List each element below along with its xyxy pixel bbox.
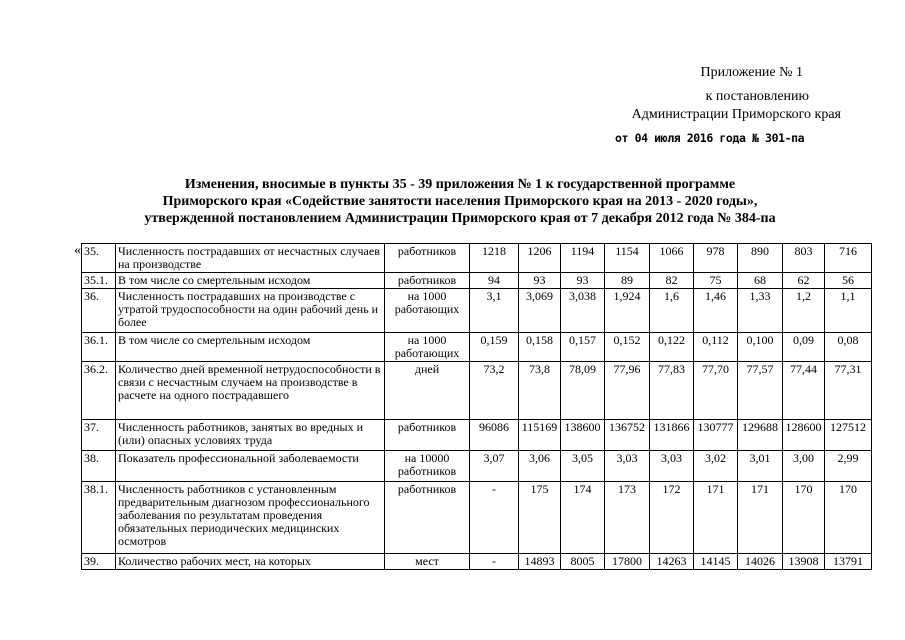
indicator-value: 78,09 [561,362,605,420]
indicator-value: 3,03 [650,451,694,482]
document-heading-line-3: утвержденной постановлением Администрации Приморского края от 7 декабря 2012 года № 384-па [144,211,776,226]
indicator-value: 1218 [470,244,519,273]
indicator-value: 175 [519,482,561,554]
indicator-value: 173 [605,482,650,554]
row-number: 35. [82,244,116,273]
indicator-name: Количество дней временной нетрудоспособности в связи с несчастным случаем на производстве в расчете на одного пострадавшего [116,362,385,420]
indicator-unit: мест [385,554,470,570]
indicator-value: 14263 [650,554,694,570]
indicator-value: 2,99 [825,451,872,482]
indicator-value: 3,06 [519,451,561,482]
indicator-value: 77,57 [738,362,783,420]
indicators-table-body [82,244,872,570]
indicator-value: 0,122 [650,333,694,362]
indicator-value: 803 [783,244,825,273]
indicator-value: 14893 [519,554,561,570]
indicator-value: 172 [650,482,694,554]
indicator-value: 0,112 [694,333,738,362]
indicator-value: 1,46 [694,289,738,333]
row-number: 36.1. [82,333,116,362]
indicators-table [81,243,872,570]
indicator-value: 77,96 [605,362,650,420]
indicator-unit: на 10000 работников [385,451,470,482]
table-row [82,482,872,554]
row-number: 36. [82,289,116,333]
indicator-value: - [470,482,519,554]
indicator-unit: работников [385,244,470,273]
indicator-name: Численность работников, занятых во вредных и (или) опасных условиях труда [116,420,385,451]
indicator-value: 115169 [519,420,561,451]
indicator-value: 0,100 [738,333,783,362]
indicator-value: 3,07 [470,451,519,482]
indicator-name: Численность работников с установленным предварительным диагнозом профессионального заболевания по результатам проведения обязательных периодических медицинских осмотров [116,482,385,554]
row-number: 38.1. [82,482,116,554]
indicator-value: 127512 [825,420,872,451]
indicator-value: 96086 [470,420,519,451]
indicator-value: 94 [470,273,519,289]
indicator-unit: дней [385,362,470,420]
decree-reference: от 04 июля 2016 года № 301-па [615,131,805,145]
indicator-value: 3,01 [738,451,783,482]
indicator-value: 14145 [694,554,738,570]
indicator-unit: на 1000 работающих [385,289,470,333]
indicator-value: 716 [825,244,872,273]
appendix-line-2: Администрации Приморского края [631,107,841,122]
indicator-name: В том числе со смертельным исходом [116,273,385,289]
indicator-value: 3,03 [605,451,650,482]
indicator-value: 171 [738,482,783,554]
indicator-name: В том числе со смертельным исходом [116,333,385,362]
appendix-title: Приложение № 1 [700,65,803,80]
indicator-value: 0,09 [783,333,825,362]
table-row [82,451,872,482]
indicator-value: 1,1 [825,289,872,333]
table-row [82,554,872,570]
indicator-value: 978 [694,244,738,273]
indicator-value: 0,158 [519,333,561,362]
indicator-value: 136752 [605,420,650,451]
indicator-unit: работников [385,482,470,554]
indicator-value: 170 [825,482,872,554]
indicator-value: 77,44 [783,362,825,420]
table-row [82,244,872,273]
indicator-value: 89 [605,273,650,289]
table-row [82,333,872,362]
indicator-value: 68 [738,273,783,289]
indicator-value: 13791 [825,554,872,570]
indicator-value: 3,05 [561,451,605,482]
indicator-value: 73,8 [519,362,561,420]
indicator-value: 8005 [561,554,605,570]
indicator-name: Показатель профессиональной заболеваемости [116,451,385,482]
appendix-line-1: к постановлению [705,89,809,104]
indicator-value: 1154 [605,244,650,273]
row-number: 38. [82,451,116,482]
indicator-value: 130777 [694,420,738,451]
indicator-value: 77,31 [825,362,872,420]
row-number: 39. [82,554,116,570]
indicator-value: 174 [561,482,605,554]
indicator-value: 13908 [783,554,825,570]
indicator-value: 3,1 [470,289,519,333]
indicator-value: 93 [561,273,605,289]
indicator-value: 73,2 [470,362,519,420]
indicator-value: 131866 [650,420,694,451]
indicator-value: 77,83 [650,362,694,420]
indicator-value: 138600 [561,420,605,451]
indicator-value: 0,157 [561,333,605,362]
indicator-value: 75 [694,273,738,289]
indicator-name: Количество рабочих мест, на которых [116,554,385,570]
indicator-value: 56 [825,273,872,289]
indicator-value: 62 [783,273,825,289]
indicator-name: Численность пострадавших на производстве с утратой трудоспособности на один рабочий день и более [116,289,385,333]
indicator-value: 3,038 [561,289,605,333]
indicator-value: 0,152 [605,333,650,362]
indicator-name: Численность пострадавших от несчастных случаев на производстве [116,244,385,273]
indicator-value: 1,2 [783,289,825,333]
indicator-value: 3,02 [694,451,738,482]
document-heading-line-2: Приморского края «Содействие занятости населения Приморского края на 2013 - 2020 годы», [162,194,758,209]
table-row [82,362,872,420]
indicator-value: 77,70 [694,362,738,420]
table-row [82,420,872,451]
indicator-value: 1,6 [650,289,694,333]
indicator-unit: работников [385,420,470,451]
row-number: 37. [82,420,116,451]
indicator-value: 0,08 [825,333,872,362]
indicator-value: 93 [519,273,561,289]
table-row [82,289,872,333]
indicator-value: 890 [738,244,783,273]
row-number: 35.1. [82,273,116,289]
indicator-value: 1194 [561,244,605,273]
indicator-unit: работников [385,273,470,289]
indicator-unit: на 1000 работающих [385,333,470,362]
row-number: 36.2. [82,362,116,420]
indicator-value: 1066 [650,244,694,273]
indicator-value: 3,00 [783,451,825,482]
document-heading-line-1: Изменения, вносимые в пункты 35 - 39 приложения № 1 к государственной программе [184,177,736,192]
indicator-value: 128600 [783,420,825,451]
indicator-value: 1,33 [738,289,783,333]
indicator-value: 171 [694,482,738,554]
indicator-value: 14026 [738,554,783,570]
indicator-value: 0,159 [470,333,519,362]
table-row [82,273,872,289]
indicator-value: 3,069 [519,289,561,333]
indicator-value: 129688 [738,420,783,451]
indicator-value: 1206 [519,244,561,273]
indicator-value: 82 [650,273,694,289]
opening-quote-mark: « [74,243,81,258]
indicator-value: 1,924 [605,289,650,333]
indicator-value: 170 [783,482,825,554]
indicator-value: - [470,554,519,570]
indicator-value: 17800 [605,554,650,570]
